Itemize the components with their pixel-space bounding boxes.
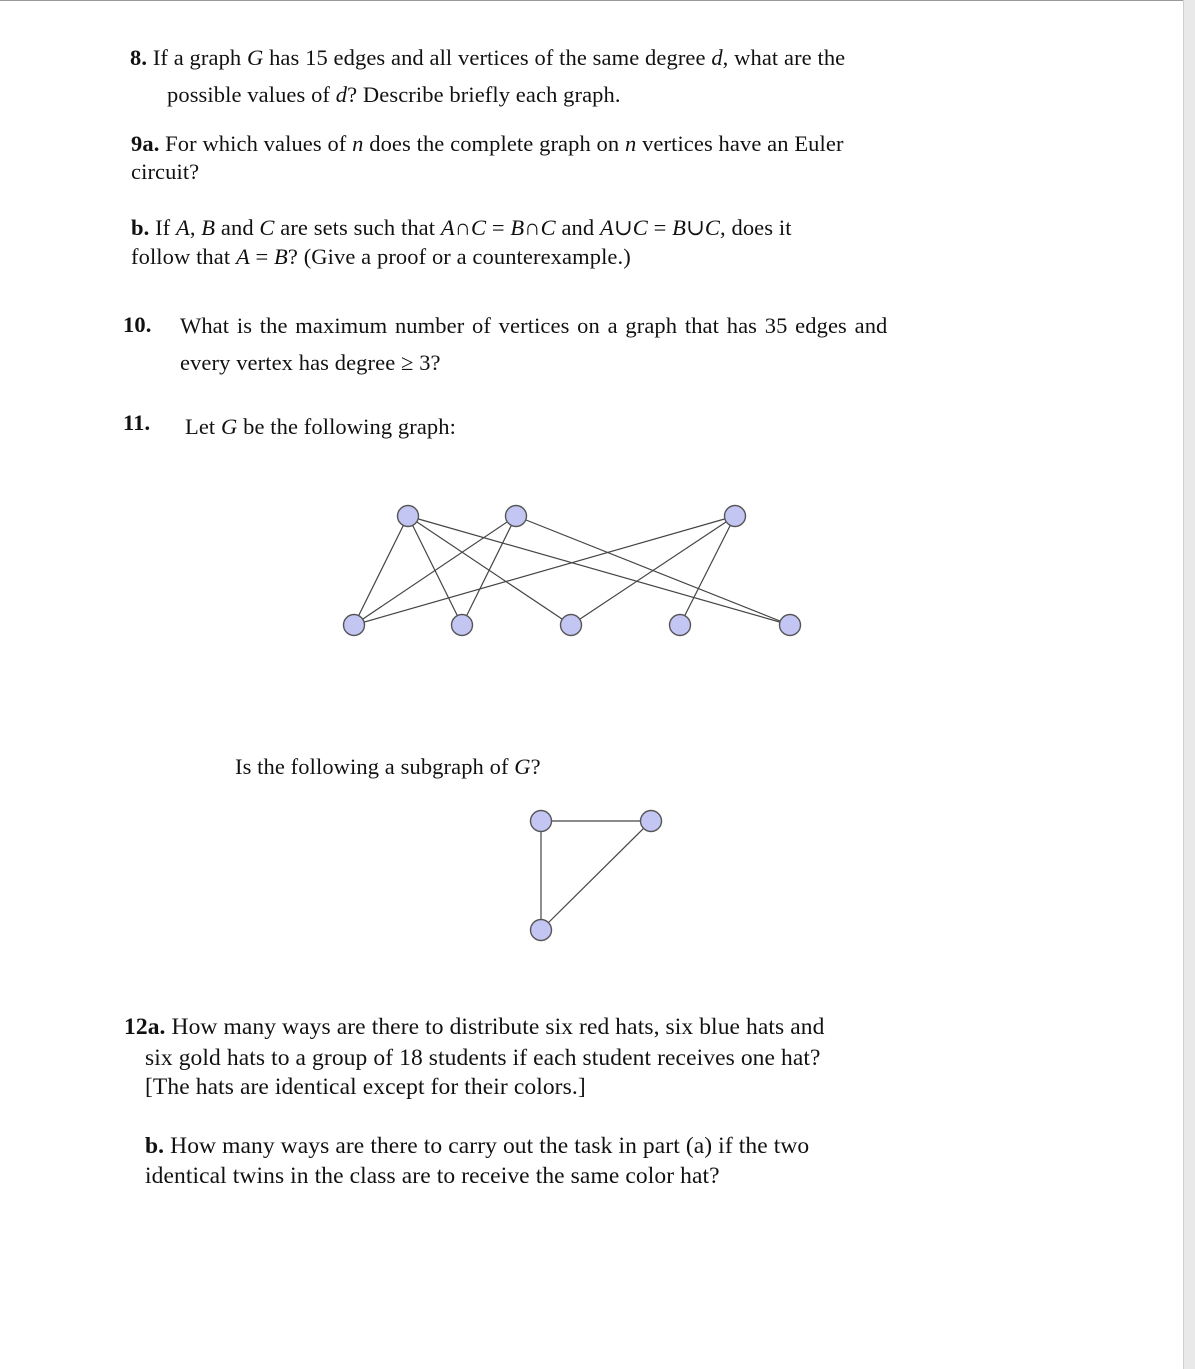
graph-edge [354, 516, 735, 625]
problem-8-number: 8. [130, 45, 148, 70]
subgraph-vertex [531, 920, 552, 941]
graph-vertex [506, 506, 527, 527]
graph-vertex [452, 615, 473, 636]
graph-vertex [670, 615, 691, 636]
problem-12b-line-2: identical twins in the class are to receive the same color hat? [145, 1163, 720, 1189]
graph-G [344, 506, 801, 636]
problem-12a-line-2: six gold hats to a group of 18 students if each student receives one hat? [145, 1045, 821, 1071]
problem-11-subgraph-question: Is the following a subgraph of G? [235, 754, 541, 779]
graph-vertex [561, 615, 582, 636]
problem-11-number: 11. [123, 410, 151, 435]
subgraph-edge [541, 821, 651, 930]
graph-edge [354, 516, 408, 625]
problem-12a-line-3: [The hats are identical except for their colors.] [145, 1074, 586, 1100]
graph-edge [680, 516, 735, 625]
graph-edge [571, 516, 735, 625]
problem-10-number: 10. [123, 312, 152, 337]
subgraph-vertex [641, 811, 662, 832]
problem-8-line-1: 8. If a graph G has 15 edges and all vertices of the same degree d, what are the [130, 45, 846, 70]
graph-edge [354, 516, 516, 625]
graph-vertex [344, 615, 365, 636]
problem-10-line-2: every vertex has degree ≥ 3? [180, 350, 441, 375]
problem-9a-line-2: circuit? [131, 159, 200, 184]
graph-edge [408, 516, 790, 625]
problem-9b-number: b. [131, 215, 150, 240]
triangle-subgraph [531, 811, 662, 941]
problem-9a-number: 9a. [131, 131, 160, 156]
problem-12b-line-1: b. How many ways are there to carry out the task in part (a) if the two [145, 1133, 810, 1159]
problem-9a-line-1: 9a. For which values of n does the complete graph on n vertices have an Euler [131, 131, 844, 156]
problem-12a-number: 12a. [124, 1014, 166, 1040]
subgraph-vertex [531, 811, 552, 832]
problem-9b-line-1: b. If A, B and C are sets such that A∩C = B∩C and A∪C = B∪C, does it [131, 215, 792, 240]
graph-vertex [725, 506, 746, 527]
problem-12b-number: b. [145, 1133, 165, 1159]
graph-vertex [780, 615, 801, 636]
graph-vertex [398, 506, 419, 527]
problem-11-line-1: Let G be the following graph: [185, 414, 456, 439]
problem-12a-line-1: 12a. How many ways are there to distribute six red hats, six blue hats and [124, 1014, 825, 1040]
graph-edge [462, 516, 516, 625]
problem-9b-line-2: follow that A = B? (Give a proof or a counterexample.) [131, 244, 631, 269]
problem-10-line-1: What is the maximum number of vertices on a graph that has 35 edges and [180, 313, 888, 338]
problem-8-line-2: possible values of d? Describe briefly each graph. [167, 82, 621, 107]
